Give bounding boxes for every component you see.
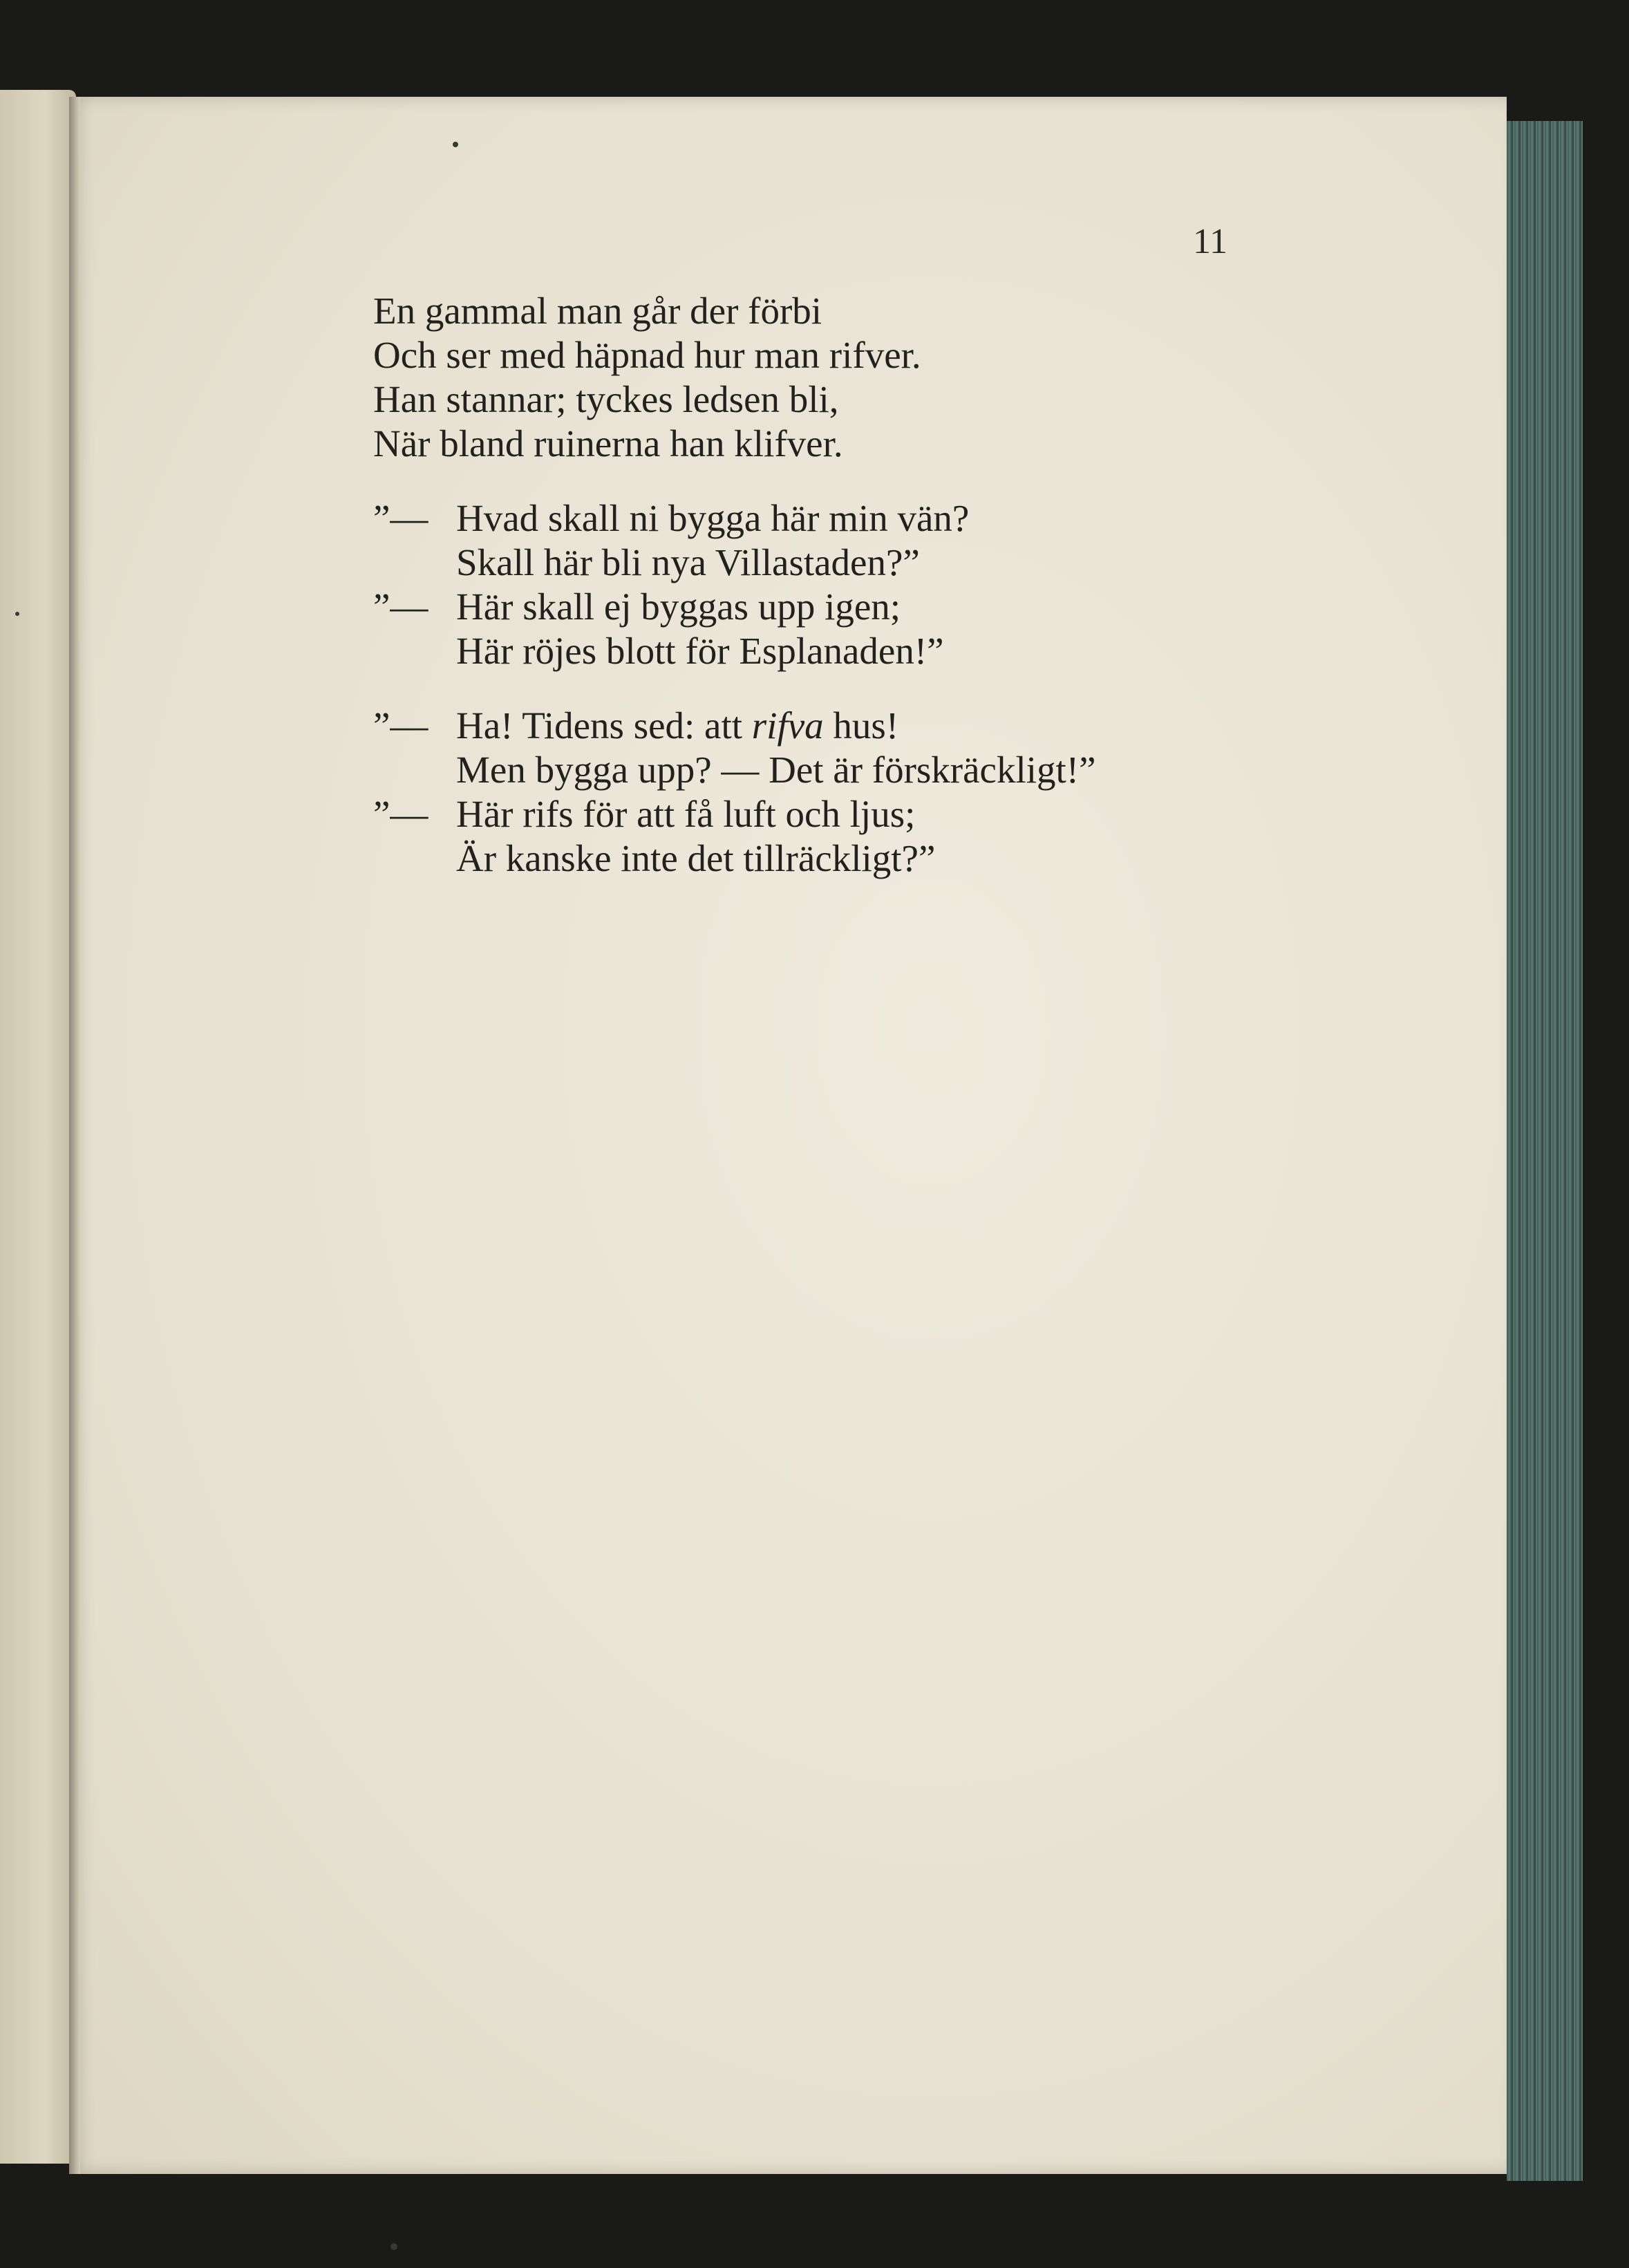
- italic-word: rifva: [751, 704, 824, 747]
- poem-line: Men bygga upp? — Det är förskräckligt!”: [456, 749, 1096, 791]
- book-cover-edge: [1507, 121, 1583, 2181]
- dialogue-mark: ”—: [373, 704, 429, 747]
- poem-line: [373, 496, 1341, 541]
- poem-line: Och ser med häpnad hur man rifver.: [373, 334, 921, 376]
- poem-line: Är kanske inte det tillräckligt?”: [456, 837, 936, 879]
- page-number: 11: [1193, 222, 1228, 261]
- poem-line-text: Hvad skall ni bygga här min vän?: [456, 497, 970, 539]
- page-gutter: [69, 97, 80, 2174]
- poem-line: [373, 585, 1341, 629]
- stanza-2: [373, 496, 1341, 673]
- paper-speck: [390, 2243, 397, 2250]
- poem-line-text: hus!: [823, 704, 899, 747]
- poem-line-text: Här skall ej byggas upp igen;: [456, 585, 901, 628]
- dialogue-mark: ”—: [373, 497, 429, 539]
- poem-line: Han stannar; tyckes ledsen bli,: [373, 378, 839, 420]
- stanza-3: [373, 704, 1341, 881]
- dialogue-mark: ”—: [373, 585, 429, 628]
- poem-line: Här röjes blott för Esplanaden!”: [456, 630, 944, 672]
- dialogue-mark: ”—: [373, 793, 429, 835]
- previous-page-edge: [0, 90, 76, 2164]
- paper-speck: [453, 142, 458, 147]
- poem-line: En gammal man går der förbi: [373, 290, 822, 332]
- poem-line-text: Ha! Tidens sed: att: [456, 704, 752, 747]
- stanza-1: [373, 289, 1341, 466]
- poem-line: När bland ruinerna han klifver.: [373, 422, 843, 465]
- poem-line-text: Här rifs för att få luft och ljus;: [456, 793, 916, 835]
- poem-line: [373, 704, 1341, 748]
- poem-line: [373, 792, 1341, 836]
- poem: [373, 289, 1341, 911]
- paper-speck: [15, 612, 19, 616]
- poem-line: Skall här bli nya Villastaden?”: [456, 541, 920, 583]
